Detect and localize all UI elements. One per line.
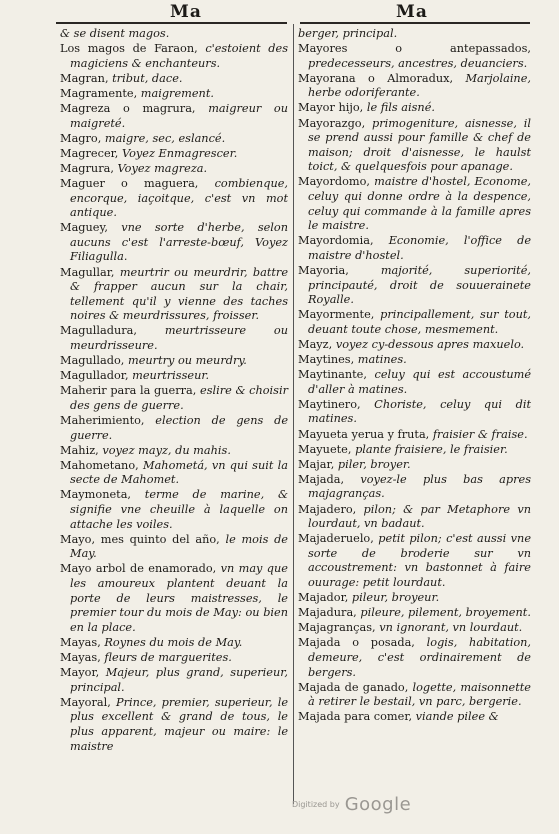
dictionary-entry (60, 651, 288, 666)
dictionary-entry (298, 72, 531, 101)
entry-headword: Maytinante, (298, 368, 367, 382)
entry-headword: Mayo arbol de enamorado, (60, 562, 217, 576)
entry-definition: Voyez magreza. (117, 161, 208, 175)
entry-definition: pileur, broyeur. (351, 591, 440, 605)
dictionary-entry (298, 101, 531, 116)
entry-definition: election de gens de guerre. (70, 413, 289, 442)
entry-headword: Mayueta yerua y fruta, (298, 427, 430, 441)
entry-headword: Majada o posada, (298, 636, 415, 650)
entry-definition: & se disent magos. (60, 27, 170, 40)
dictionary-entry (298, 503, 531, 532)
entry-definition: maistre d'hostel, Econome, celuy qui donne ordre à la despence, celuy qui commande à la famille apres le maistre. (308, 175, 532, 233)
dictionary-entry (298, 606, 531, 621)
entry-headword: Maherimiento, (60, 413, 145, 427)
entry-headword: Mayas, (60, 635, 101, 649)
entry-headword: Maguer o maguera, (60, 176, 199, 190)
entry-headword: Mayoral, (60, 695, 111, 709)
entry-definition: matines. (357, 353, 407, 367)
right-column (298, 27, 531, 725)
digitized-by-text: Digitized by (292, 800, 340, 809)
dictionary-entry (60, 147, 288, 162)
entry-definition: vn may que les amoureux plantent deuant la porte de leurs maistresses, le premier tour du mois de May: ou bien en la place. (70, 562, 288, 634)
entry-headword: Mayo, mes quinto del año, (60, 532, 220, 546)
dictionary-entry (60, 87, 288, 102)
entry-headword: Majada, (298, 472, 345, 486)
dictionary-entry (60, 696, 288, 754)
dictionary-entry (298, 398, 531, 427)
dictionary-entry (298, 338, 531, 353)
entry-headword: Mayas, (60, 650, 101, 664)
dictionary-entry (60, 102, 288, 131)
entry-definition: fraisier & fraise. (432, 427, 528, 441)
entry-definition: logis, habitation, demeure, c'est ordinairement de bergers. (308, 636, 531, 679)
entry-headword: Magro, (60, 131, 102, 145)
dictionary-entry (298, 234, 531, 263)
entry-definition: voyez-le plus bas apres majagranças. (308, 472, 532, 501)
dictionary-entry (60, 533, 288, 562)
entry-headword: Mayores o antepassados, (298, 42, 531, 56)
entry-headword: Majaderuelo, (298, 532, 374, 546)
dictionary-entry (298, 591, 531, 606)
entry-headword: Magulladura, (60, 324, 138, 338)
dictionary-entry (60, 354, 288, 369)
dictionary-entry (60, 369, 288, 384)
entry-definition: logette, maisonnette à retirer le bestail, vn parc, bergerie. (308, 680, 531, 709)
entry-headword: Maherir para la guerra, (60, 384, 197, 398)
running-head-left: Ma (170, 2, 202, 22)
header-rule-left (56, 22, 287, 24)
dictionary-entry (60, 132, 288, 147)
entry-definition: maigreur ou maigreté. (70, 101, 288, 130)
entry-headword: Mayormente, (298, 308, 375, 322)
entry-headword: Majadura, (298, 606, 357, 620)
dictionary-entry (298, 308, 531, 337)
entry-definition: maigre, sec, eslancé. (104, 131, 226, 145)
column-divider (293, 24, 294, 804)
entry-definition: primogeniture, aisnesse, il se prend aussi pour famille & chef de maison; droit d'aisnesse, le haulst toict, & quelquesfois pour apanage. (308, 116, 531, 174)
entry-definition: petit pilon; c'est aussi vne sorte de broderie sur vn accoustrement: vn bastonnet à faire ouurage: petit lourdaut. (308, 532, 531, 589)
dictionary-entry (298, 532, 531, 590)
entry-definition: pilon; & par Metaphore vn lourdaut, vn badaut. (308, 502, 531, 531)
entry-definition: vn ignorant, vn lourdaut. (379, 621, 523, 635)
dictionary-entry (298, 473, 531, 502)
entry-definition: predecesseurs, ancestres, deuanciers. (308, 56, 528, 70)
entry-definition: principallement, sur tout, deuant toute chose, mesmement. (308, 308, 531, 336)
entry-definition: celuy qui est accoustumé d'aller à matines. (308, 368, 531, 396)
entry-headword: Mayor hijo, (298, 101, 364, 115)
entry-definition: terme de marine, & signifie vne cheuille à laquelle on attache les voiles. (70, 488, 288, 531)
dictionary-entry (60, 162, 288, 177)
dictionary-entry (60, 72, 288, 87)
entry-definition: tribut, dace. (112, 71, 183, 85)
dictionary-entry (298, 175, 531, 233)
entry-headword: Magullador, (60, 369, 129, 383)
entry-headword: Mayuete, (298, 442, 352, 456)
entry-headword: Maguey, (60, 221, 108, 235)
entry-headword: Majada de ganado, (298, 680, 409, 694)
dictionary-entry (60, 459, 288, 488)
entry-definition: Choriste, celuy qui dit matines. (308, 397, 531, 426)
entry-definition: maigrement. (140, 86, 214, 100)
entry-headword: Mayordomo, (298, 175, 371, 189)
dictionary-entry (60, 562, 288, 635)
dictionary-entry (60, 324, 288, 353)
entry-headword: Magrecer, (60, 146, 119, 160)
dictionary-entry (298, 458, 531, 473)
entry-headword: Majador, (298, 591, 349, 605)
dictionary-entry (298, 42, 531, 71)
dictionary-entry (298, 621, 531, 636)
entry-definition: le mois de May. (70, 532, 288, 561)
entry-headword: Mayordomia, (298, 234, 374, 248)
dictionary-entry (60, 414, 288, 443)
entry-definition: Majeur, plus grand, superieur, principal. (70, 666, 289, 694)
entry-headword: Mayz, (298, 337, 333, 351)
dictionary-entry (60, 488, 288, 532)
dictionary-entry (298, 353, 531, 368)
entry-definition: Prince, premier, superieur, le plus excellent & grand de tous, le plus apparent, majeur ou maire: le maistre (70, 695, 289, 753)
entry-definition: plante fraisiere, le fraisier. (355, 442, 508, 456)
entry-headword: Majagranças, (298, 621, 376, 635)
entry-definition: piler, broyer. (337, 457, 411, 471)
dictionary-entry (298, 681, 531, 710)
entry-headword: Magran, (60, 71, 109, 85)
dictionary-entry (298, 443, 531, 458)
dictionary-entry (298, 368, 531, 397)
entry-definition: voyez cy-dessous apres maxuelo. (335, 337, 525, 351)
entry-definition: Economie, l'office de maistre d'hostel. (308, 234, 531, 262)
entry-definition: viande pilee & (415, 710, 499, 724)
entry-headword: Mayorazgo, (298, 116, 366, 130)
dictionary-entry (60, 266, 288, 324)
entry-headword: Magreza o magrura, (60, 101, 196, 115)
entry-definition: vne sorte d'herbe, selon aucuns c'est l'arreste-bœuf, Voyez Filiagulla. (70, 221, 288, 264)
dictionary-entry (60, 42, 288, 71)
entry-definition: eslire & choisir des gens de guerre. (70, 384, 288, 412)
entry-headword: Los magos de Faraon, (60, 42, 198, 56)
digitization-watermark (292, 794, 411, 815)
entry-headword: Magullado, (60, 354, 125, 368)
dictionary-entry (60, 221, 288, 265)
entry-headword: Magramente, (60, 86, 138, 100)
dictionary-entry (60, 384, 288, 413)
dictionary-entry (298, 27, 531, 42)
entry-headword: Maytines, (298, 353, 355, 367)
entry-definition: majorité, superiorité, principauté, droit de souuerainete Royalle. (308, 264, 532, 307)
left-column (60, 27, 288, 755)
dictionary-entry (60, 666, 288, 695)
entry-headword: Mahometano, (60, 458, 139, 472)
entry-headword: Maytinero, (298, 397, 361, 411)
entry-headword: Mayor, (60, 666, 100, 680)
dictionary-entry (298, 428, 531, 443)
dictionary-entry (60, 27, 288, 42)
dictionary-entry (298, 636, 531, 680)
entry-headword: Mahiz, (60, 443, 99, 457)
entry-headword: Magrura, (60, 161, 114, 175)
entry-definition: Marjolaine, herbe odoriferante. (308, 71, 531, 100)
entry-definition: Voyez Enmagrescer. (121, 146, 238, 160)
running-head-right: Ma (396, 2, 428, 22)
entry-headword: Majada para comer, (298, 710, 413, 724)
dictionary-entry (60, 444, 288, 459)
dictionary-entry (298, 710, 531, 725)
entry-definition: voyez mayz, du mahis. (102, 443, 231, 457)
entry-headword: Maymoneta, (60, 488, 132, 502)
entry-definition: fleurs de marguerites. (104, 650, 232, 664)
entry-definition: meurtrisseure ou meurdrisseure. (70, 324, 289, 352)
dictionary-entry (60, 636, 288, 651)
entry-headword: Majadero, (298, 502, 357, 516)
entry-headword: Magullar, (60, 265, 115, 279)
entry-definition: meurtrir ou meurdrir, battre & frapper aucun sur la chair, tellement qu'il y vienne des taches noires & meurdrissures, froisser. (70, 265, 289, 323)
entry-definition: Roynes du mois de May. (104, 635, 243, 649)
entry-definition: meurtrisseur. (132, 369, 210, 383)
google-logo: Google (344, 794, 412, 815)
entry-definition: pileure, pilement, broyement. (360, 606, 531, 620)
entry-definition: combienque, encorque, iaçoitque, c'est vn mot antique. (70, 176, 288, 220)
dictionary-entry (60, 177, 288, 221)
entry-headword: Majar, (298, 457, 335, 471)
entry-definition: Mahometá, vn qui suit la secte de Mahomet. (70, 458, 289, 487)
entry-definition: le fils aisné. (366, 101, 435, 115)
entry-definition: berger, principal. (298, 27, 398, 40)
entry-definition: meurtry ou meurdry. (128, 354, 247, 368)
entry-headword: Mayorana o Almoradux, (298, 71, 454, 85)
entry-headword: Mayoria, (298, 264, 349, 277)
entry-definition: c'estoient des magiciens & enchanteurs. (70, 42, 288, 70)
dictionary-entry (298, 117, 531, 175)
dictionary-entry (298, 264, 531, 308)
header-rule-right (300, 22, 530, 24)
